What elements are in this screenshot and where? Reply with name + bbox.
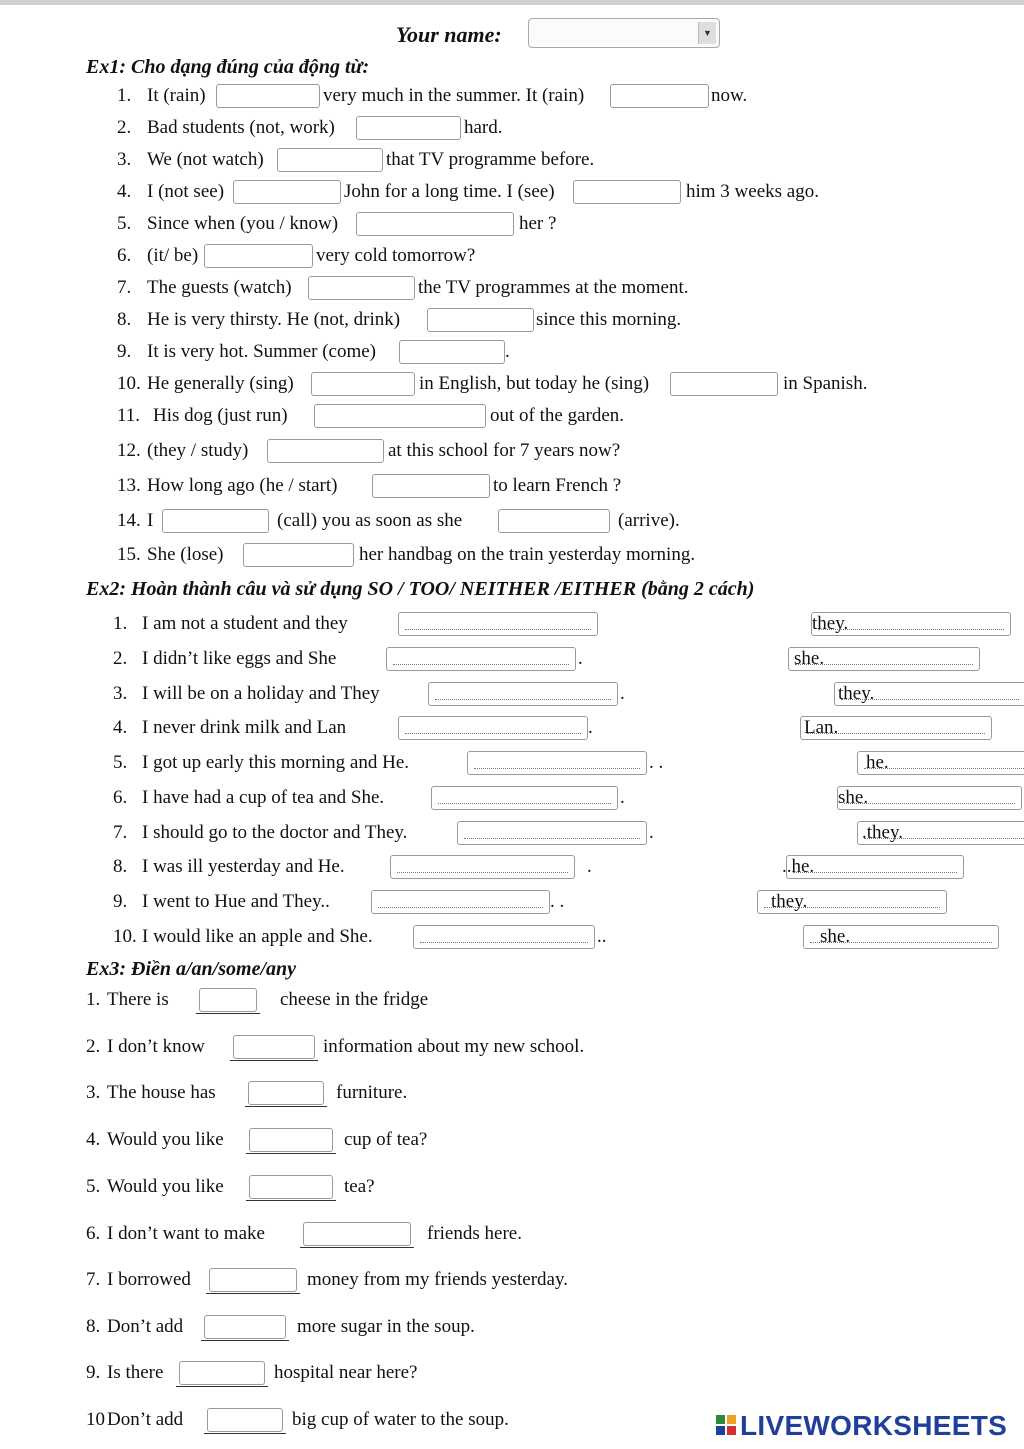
answer-input[interactable] bbox=[303, 1222, 411, 1246]
ex2-item: 4. I never drink milk and Lan . Lan. bbox=[0, 715, 382, 741]
answer-input[interactable] bbox=[398, 716, 588, 740]
answer-input[interactable] bbox=[199, 988, 257, 1012]
answer-input[interactable] bbox=[356, 116, 461, 140]
answer-input[interactable] bbox=[209, 1268, 297, 1292]
answer-input[interactable] bbox=[573, 180, 681, 204]
ex2-heading: Ex2: Hoàn thành câu và sử dụng SO / TOO/ NEITHER /EITHER (bằng 2 cách) bbox=[86, 578, 755, 600]
answer-input[interactable] bbox=[249, 1175, 333, 1199]
answer-input[interactable] bbox=[356, 212, 514, 236]
answer-input[interactable] bbox=[610, 84, 709, 108]
answer-input[interactable] bbox=[670, 372, 778, 396]
answer-input[interactable] bbox=[386, 647, 576, 671]
answer-input[interactable] bbox=[467, 751, 647, 775]
answer-input[interactable] bbox=[314, 404, 486, 428]
answer-input[interactable] bbox=[204, 244, 313, 268]
top-edge-bar bbox=[0, 0, 1024, 5]
chevron-down-icon[interactable]: ▼ bbox=[698, 22, 716, 44]
ex2-item: 2. I didn’t like eggs and She . she. bbox=[0, 646, 382, 672]
answer-input[interactable] bbox=[216, 84, 320, 108]
ex2-item: 8. I was ill yesterday and He. . ..he. bbox=[0, 854, 363, 880]
answer-input[interactable] bbox=[207, 1408, 283, 1432]
answer-input[interactable] bbox=[371, 890, 550, 914]
answer-input[interactable] bbox=[233, 180, 341, 204]
ex2-item: 3. I will be on a holiday and They . they. bbox=[0, 681, 382, 707]
answer-input[interactable] bbox=[179, 1361, 265, 1385]
answer-input[interactable] bbox=[243, 543, 354, 567]
answer-input[interactable] bbox=[427, 308, 534, 332]
logo-text: LIVEWORKSHEETS bbox=[740, 1410, 1008, 1441]
answer-input[interactable] bbox=[311, 372, 415, 396]
answer-input[interactable] bbox=[233, 1035, 315, 1059]
answer-input[interactable] bbox=[162, 509, 269, 533]
answer-input[interactable] bbox=[390, 855, 575, 879]
liveworksheets-logo-icon bbox=[716, 1415, 738, 1437]
answer-input[interactable] bbox=[413, 925, 595, 949]
ex1-heading: Ex1: Cho dạng đúng của động từ: bbox=[86, 56, 370, 78]
ex2-item: 1. I am not a student and they they. bbox=[0, 611, 400, 637]
liveworksheets-logo bbox=[716, 1410, 1007, 1442]
ex3-heading: Ex3: Điền a/an/some/any bbox=[86, 958, 297, 980]
answer-input[interactable] bbox=[498, 509, 610, 533]
answer-input[interactable] bbox=[204, 1315, 286, 1339]
ex2-item: 5. I got up early this morning and He. . . he. bbox=[0, 750, 366, 776]
answer-input[interactable] bbox=[267, 439, 384, 463]
ex2-item: 7. I should go to the doctor and They. . .they. bbox=[0, 820, 384, 846]
ex2-item: 6. I have had a cup of tea and She. . she. bbox=[0, 785, 372, 811]
ex2-item: 9. I went to Hue and They.. . . they. bbox=[0, 889, 369, 915]
answer-input[interactable] bbox=[277, 148, 383, 172]
name-select[interactable] bbox=[528, 18, 720, 48]
answer-input[interactable] bbox=[249, 1128, 333, 1152]
answer-input[interactable] bbox=[399, 340, 505, 364]
answer-input[interactable] bbox=[248, 1081, 324, 1105]
answer-input[interactable] bbox=[457, 821, 647, 845]
answer-input[interactable] bbox=[431, 786, 618, 810]
answer-input[interactable] bbox=[308, 276, 415, 300]
name-label: Your name: bbox=[396, 22, 502, 47]
answer-input[interactable] bbox=[428, 682, 618, 706]
ex2-item: 10. I would like an apple and She. .. she. bbox=[0, 924, 378, 950]
answer-input[interactable] bbox=[398, 612, 598, 636]
answer-input[interactable] bbox=[372, 474, 490, 498]
